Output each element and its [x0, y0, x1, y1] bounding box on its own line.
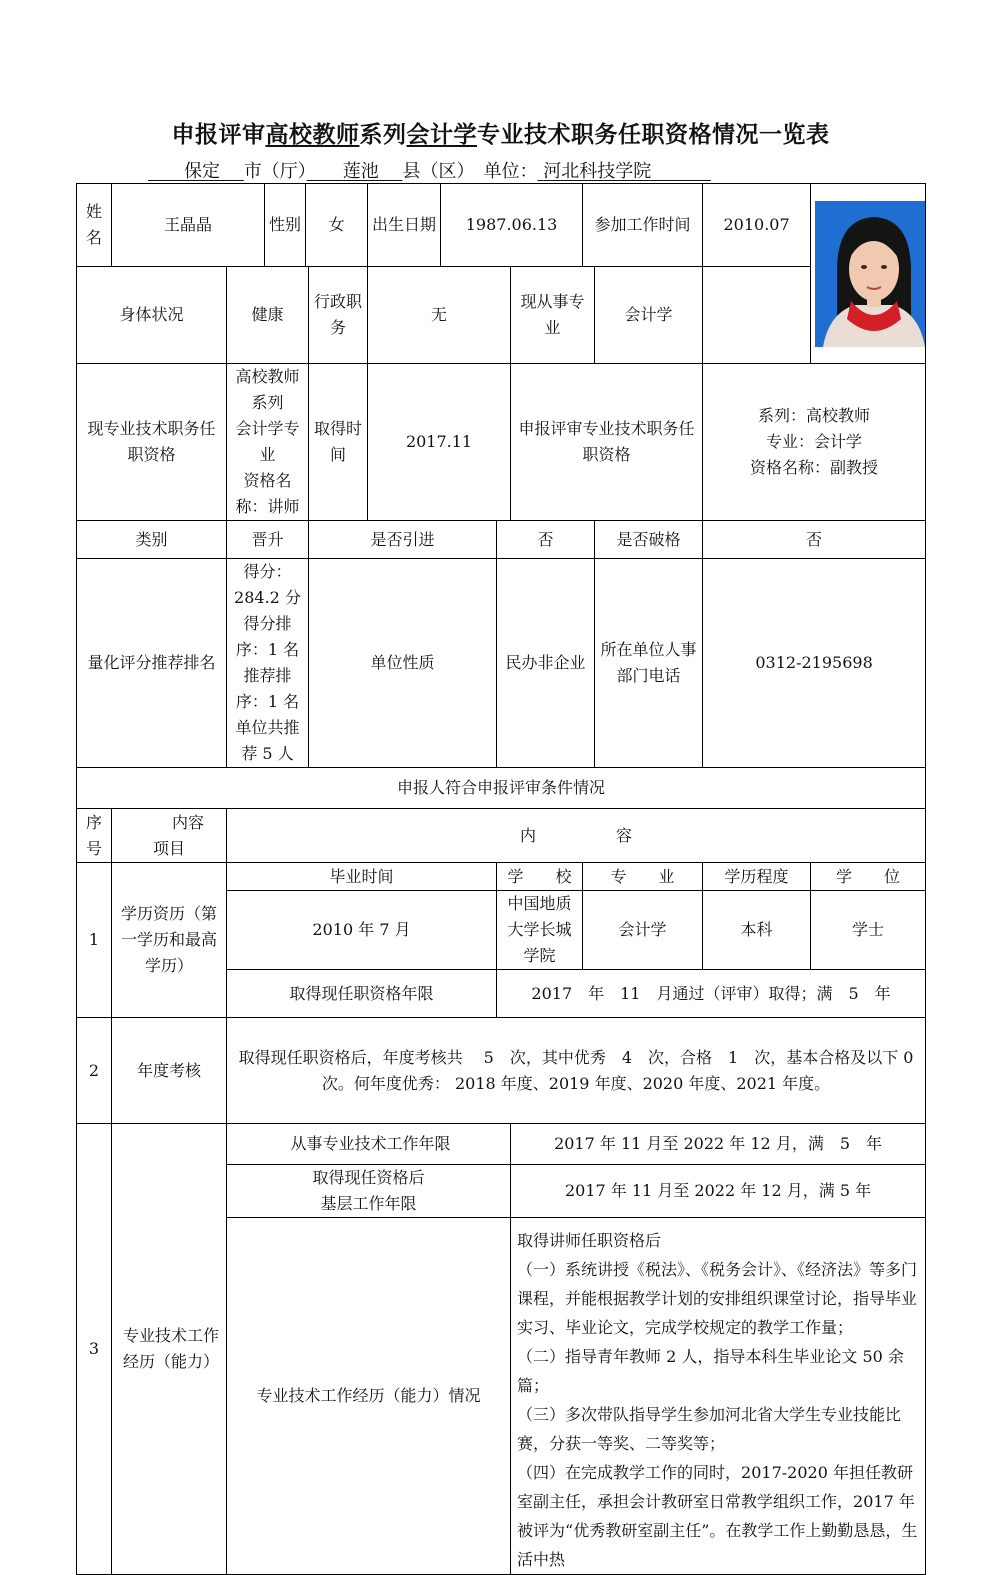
edu-header-level: 学历程度 [703, 863, 811, 891]
content-header: 内 容 [227, 809, 926, 863]
edu-no: 1 [77, 863, 112, 1018]
work-years-value: 2017 年 11 月至 2022 年 12 月，满 5 年 [511, 1124, 926, 1165]
rank-value: 得分：284.2 分 得分排序：1 名 推荐排序：1 名 单位共推荐 5 人 [227, 559, 309, 768]
portrait-image [815, 201, 926, 347]
major-label: 现从事专业 [511, 267, 595, 364]
edu-level-value: 本科 [703, 891, 811, 970]
unit-label: 单位： [483, 161, 538, 182]
county-label: 县（区） [402, 161, 466, 182]
header-location-line [148, 157, 711, 183]
apply-label: 申报评审专业技术职务任职资格 [511, 364, 703, 521]
item-header: 内容 项目 [112, 809, 227, 863]
annual-text: 取得现任职资格后，年度考核共 5 次，其中优秀 4 次，合格 1 次，基本合格及以下 0 次。何年度优秀： 2018 年度、2019 年度、2020 年度、2021 年度。 [227, 1018, 926, 1124]
import-label: 是否引进 [309, 521, 497, 559]
edu-years-value: 2017 年 11 月通过（评审）取得；满 5 年 [497, 970, 926, 1018]
birth-value: 1987.06.13 [441, 184, 583, 267]
work-label: 专业技术工作经历（能力） [112, 1124, 227, 1575]
edu-header-grad: 毕业时间 [227, 863, 497, 891]
name-label: 姓名 [77, 184, 112, 267]
name-value: 王晶晶 [112, 184, 265, 267]
conditions-section-title: 申报人符合申报评审条件情况 [77, 768, 926, 809]
exception-value: 否 [703, 521, 926, 559]
city-value: 保定 [184, 161, 220, 182]
gender-label: 性别 [265, 184, 306, 267]
exception-label: 是否破格 [595, 521, 703, 559]
annual-label: 年度考核 [112, 1018, 227, 1124]
work-start-label: 参加工作时间 [583, 184, 703, 267]
county-value: 莲池 [342, 161, 379, 182]
hr-phone-label: 所在单位人事部门电话 [595, 559, 703, 768]
work-base-value: 2017 年 11 月至 2022 年 12 月，满 5 年 [511, 1165, 926, 1218]
edu-label: 学历资历（第一学历和最高学历） [112, 863, 227, 1018]
work-exp-cell [511, 1218, 926, 1575]
work-exp-label: 专业技术工作经历（能力）情况 [227, 1218, 511, 1575]
current-qual-value: 高校教师系列 会计学专业 资格名称：讲师 [227, 364, 309, 521]
current-qual-label: 现专业技术职务任职资格 [77, 364, 227, 521]
category-value: 晋升 [227, 521, 309, 559]
rank-label: 量化评分推荐排名 [77, 559, 227, 768]
admin-value: 无 [368, 267, 511, 364]
photo-cell [811, 184, 926, 364]
applicant-photo [815, 201, 926, 347]
edu-degree-value: 学士 [811, 891, 926, 970]
edu-header-school: 学 校 [497, 863, 583, 891]
unit-value: 河北科技学院 [543, 161, 652, 182]
category-label: 类别 [77, 521, 227, 559]
admin-label: 行政职务 [309, 267, 368, 364]
edu-years-label: 取得现任职资格年限 [227, 970, 497, 1018]
hr-phone-value: 0312-2195698 [703, 559, 926, 768]
edu-major-value: 会计学 [583, 891, 703, 970]
edu-school-value: 中国地质大学长城学院 [497, 891, 583, 970]
apply-value: 系列：高校教师 专业：会计学 资格名称：副教授 [703, 364, 926, 521]
obtain-label: 取得时间 [309, 364, 368, 521]
qualification-table [76, 183, 926, 1575]
annual-no: 2 [77, 1018, 112, 1124]
work-no: 3 [77, 1124, 112, 1575]
import-value: 否 [497, 521, 595, 559]
health-label: 身体状况 [77, 267, 227, 364]
edu-header-major: 专 业 [583, 863, 703, 891]
obtain-value: 2017.11 [368, 364, 511, 521]
unit-nature-label: 单位性质 [309, 559, 497, 768]
page-title: 申报评审高校教师系列会计学专业技术职务任职资格情况一览表 [171, 121, 830, 148]
health-value: 健康 [227, 267, 309, 364]
work-base-label: 取得现任资格后 基层工作年限 [227, 1165, 511, 1218]
seq-header: 序号 [77, 809, 112, 863]
gender-value: 女 [306, 184, 368, 267]
work-exp-text: 取得讲师任职资格后 （一）系统讲授《税法》、《税务会计》、《经济法》等多门课程，并能根据教学计划的安排组织课堂讨论，指导毕业实习、毕业论文，完成学校规定的教学工作量； （二）指导青年教师 2 人，指导本科生毕业论文 50 余篇； （三）多次带队指导学生参加河北省大学生专业技能比赛，分获一等奖、二等奖等； （四）在完成教学工作的同时，2017-2020 年担任教研室副主任，承担会计教研室日常教学组织工作，2017 年被评为“优秀教研室副主任”。在教学工作上勤勤恳恳，生活中热 [517, 1231, 918, 1569]
unit-nature-value: 民办非企业 [497, 559, 595, 768]
work-start-value: 2010.07 [703, 184, 811, 267]
edu-header-degree: 学 位 [811, 863, 926, 891]
work-years-label: 从事专业技术工作年限 [227, 1124, 511, 1165]
city-label: 市（厅） [243, 161, 307, 182]
edu-grad-value: 2010 年 7 月 [227, 891, 497, 970]
major-value: 会计学 [595, 267, 703, 364]
birth-label: 出生日期 [368, 184, 441, 267]
